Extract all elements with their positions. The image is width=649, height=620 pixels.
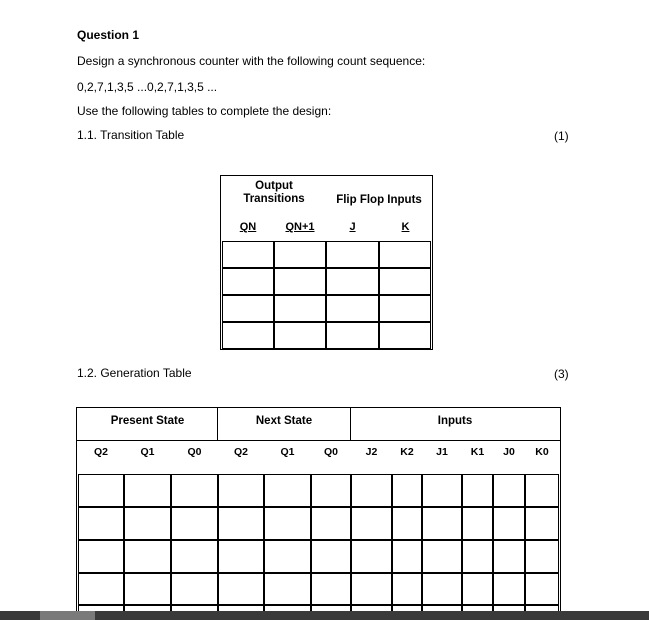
generation-col-header: J0: [503, 446, 515, 458]
generation-cell[interactable]: [218, 474, 264, 507]
generation-col-header: K1: [470, 446, 485, 458]
transition-cell[interactable]: [274, 268, 326, 295]
transition-cell[interactable]: [222, 268, 274, 295]
generation-col-header: Q0: [187, 446, 202, 458]
generation-cell[interactable]: [311, 573, 351, 605]
generation-cell[interactable]: [525, 507, 559, 540]
generation-cell[interactable]: [78, 540, 124, 573]
generation-cell[interactable]: [525, 540, 559, 573]
transition-cell[interactable]: [274, 322, 326, 349]
generation-col-header: Q2: [93, 446, 108, 458]
generation-cell[interactable]: [422, 507, 462, 540]
question-intro: Design a synchronous counter with the following count sequence:: [77, 54, 426, 68]
generation-cell[interactable]: [78, 573, 124, 605]
transition-cell[interactable]: [379, 268, 431, 295]
generation-cell[interactable]: [392, 573, 422, 605]
generation-cell[interactable]: [351, 507, 392, 540]
transition-cell[interactable]: [222, 322, 274, 349]
generation-cell[interactable]: [218, 573, 264, 605]
generation-cell[interactable]: [171, 474, 218, 507]
generation-cell[interactable]: [218, 507, 264, 540]
generation-cell[interactable]: [124, 474, 171, 507]
generation-cell[interactable]: [493, 573, 525, 605]
generation-cell[interactable]: [264, 474, 311, 507]
generation-cell[interactable]: [351, 474, 392, 507]
transition-cell[interactable]: [222, 241, 274, 268]
scrollbar-thumb[interactable]: [40, 611, 95, 620]
transition-cell[interactable]: [274, 295, 326, 322]
generation-cell[interactable]: [493, 507, 525, 540]
generation-cell[interactable]: [462, 573, 493, 605]
generation-col-header: Q0: [323, 446, 338, 458]
generation-cell[interactable]: [493, 474, 525, 507]
col-qn-plus-1: QN+1: [285, 221, 315, 233]
generation-cell[interactable]: [462, 507, 493, 540]
generation-cell[interactable]: [171, 540, 218, 573]
transition-cell[interactable]: [379, 295, 431, 322]
transition-cell[interactable]: [326, 295, 379, 322]
generation-cell[interactable]: [422, 474, 462, 507]
generation-cell[interactable]: [78, 474, 124, 507]
transition-cell[interactable]: [222, 295, 274, 322]
generation-cell[interactable]: [264, 507, 311, 540]
scrollbar-track[interactable]: [0, 611, 649, 620]
generation-cell[interactable]: [351, 573, 392, 605]
generation-cell[interactable]: [171, 507, 218, 540]
generation-col-header: Q1: [140, 446, 155, 458]
generation-cell[interactable]: [525, 573, 559, 605]
generation-cell[interactable]: [525, 474, 559, 507]
transition-cell[interactable]: [379, 241, 431, 268]
generation-col-header: K2: [400, 446, 414, 458]
generation-col-header: Q2: [233, 446, 248, 458]
generation-cell[interactable]: [264, 573, 311, 605]
output-transitions-header: Output Transitions: [243, 180, 305, 205]
generation-table-heading: 1.2. Generation Table: [77, 366, 192, 380]
generation-col-header: J1: [436, 446, 448, 458]
transition-cell[interactable]: [274, 241, 326, 268]
instruction-text: Use the following tables to complete the design:: [77, 104, 332, 118]
generation-cell[interactable]: [392, 474, 422, 507]
generation-cell[interactable]: [351, 540, 392, 573]
generation-cell[interactable]: [124, 573, 171, 605]
generation-col-header: J2: [365, 446, 378, 458]
transition-cell[interactable]: [326, 322, 379, 349]
generation-cell[interactable]: [422, 540, 462, 573]
transition-marks: (1): [554, 129, 569, 143]
transition-cell[interactable]: [326, 268, 379, 295]
col-qn: QN: [239, 221, 257, 233]
generation-col-header: Q1: [280, 446, 295, 458]
col-j: J: [349, 221, 356, 233]
count-sequence: 0,2,7,1,3,5 ...0,2,7,1,3,5 ...: [77, 80, 218, 94]
generation-cell[interactable]: [124, 540, 171, 573]
present-state-header: Present State: [110, 415, 185, 427]
generation-cell[interactable]: [124, 507, 171, 540]
generation-cell[interactable]: [264, 540, 311, 573]
generation-cell[interactable]: [462, 540, 493, 573]
transition-table-heading: 1.1. Transition Table: [77, 128, 185, 142]
transition-cell[interactable]: [326, 241, 379, 268]
generation-cell[interactable]: [311, 540, 351, 573]
col-k: K: [401, 221, 410, 233]
generation-cell[interactable]: [78, 507, 124, 540]
generation-cell[interactable]: [493, 540, 525, 573]
generation-cell[interactable]: [311, 474, 351, 507]
generation-col-header: K0: [535, 446, 549, 458]
generation-cell[interactable]: [462, 474, 493, 507]
generation-cell[interactable]: [311, 507, 351, 540]
generation-cell[interactable]: [392, 540, 422, 573]
transition-cell[interactable]: [379, 322, 431, 349]
flip-flop-inputs-header: Flip Flop Inputs: [336, 194, 422, 206]
generation-marks: (3): [554, 367, 569, 381]
generation-cell[interactable]: [422, 573, 462, 605]
generation-cell[interactable]: [218, 540, 264, 573]
generation-cell[interactable]: [392, 507, 422, 540]
generation-cell[interactable]: [171, 573, 218, 605]
inputs-header: Inputs: [437, 415, 473, 427]
next-state-header: Next State: [255, 415, 313, 427]
question-title: Question 1: [77, 28, 140, 42]
